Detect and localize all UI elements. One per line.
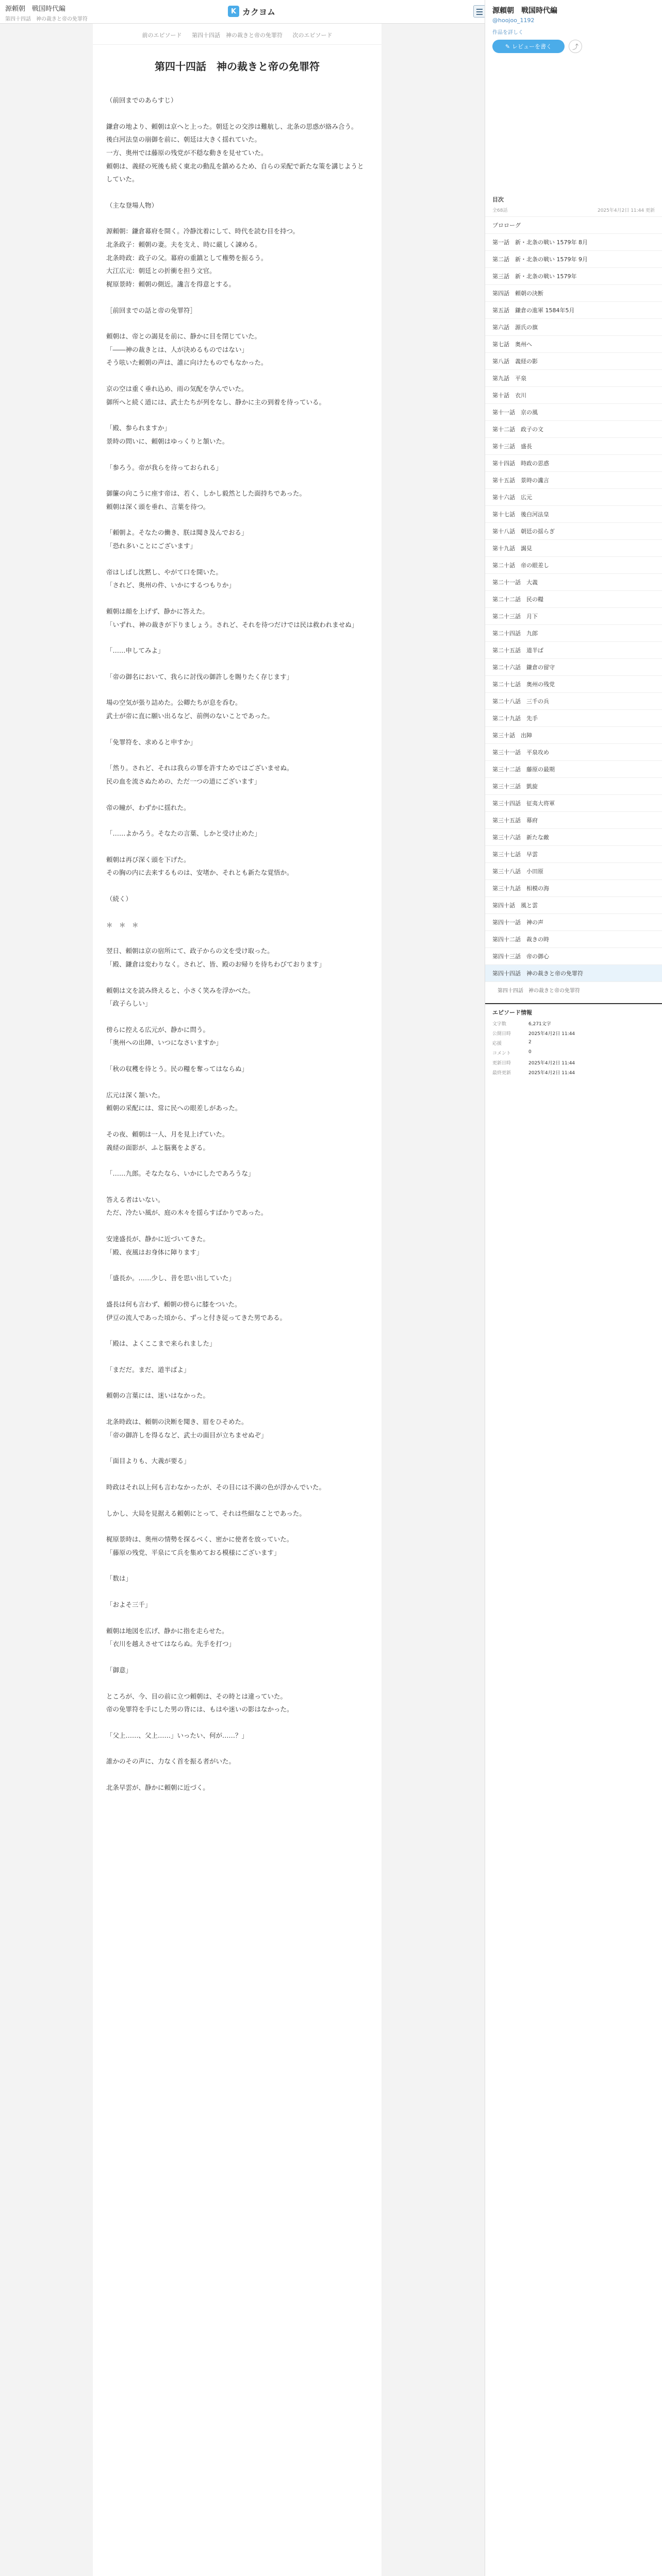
body-paragraph (106, 1350, 368, 1363)
body-paragraph (106, 1285, 368, 1298)
toc-item-label: 第三十七話 早雲 (492, 851, 538, 858)
toc-item-label: 第七話 奥州へ (492, 341, 532, 348)
toc-item-label: 第二十九話 先手 (492, 715, 538, 722)
body-paragraph (106, 592, 368, 605)
body-paragraph: 帝の瞳が、わずかに揺れた。 (106, 803, 190, 811)
body-paragraph (106, 749, 368, 761)
body-paragraph (106, 291, 368, 304)
body-paragraph (106, 1180, 368, 1193)
body-paragraph: 後白河法皇の崩御を前に、朝廷は大きく揺れていた。 (106, 135, 261, 144)
toc-item-label: 第十六話 広元 (492, 494, 532, 501)
toc-item-label: 第六話 源氏の旗 (492, 324, 538, 331)
body-paragraph: 頼朝は地図を広げ、静かに指を走らせた。 (106, 1626, 228, 1635)
toc-item[interactable] (485, 913, 662, 930)
episode-info-row (485, 1028, 662, 1038)
episode-body (93, 94, 382, 1794)
toc-count: 全68話 (492, 208, 508, 213)
sidebar-spacer (485, 58, 662, 192)
body-paragraph (106, 369, 368, 382)
toc-item-label: 第十三話 盛長 (492, 443, 532, 450)
body-paragraph: 翌日、頼朝は京の宿所にて、政子からの文を受け取った。 (106, 947, 274, 955)
body-paragraph: 「――神の裁きとは、人が決めるものではない」 (106, 345, 249, 353)
toc-item-label: 第十一話 京の風 (492, 409, 538, 416)
toc-item[interactable] (485, 437, 662, 454)
body-paragraph: 傍らに控える広元が、静かに問う。 (106, 1025, 210, 1033)
toc-item-label: 第八話 義経の影 (492, 358, 538, 365)
episode-info-value: 2025年4月2日 11:44 (528, 1031, 575, 1037)
body-paragraph (106, 1468, 368, 1481)
episode-info-key: 公開日時 (492, 1031, 511, 1037)
sidebar-work-header (485, 0, 662, 58)
toc-item-label: 第十話 衣川 (492, 392, 526, 399)
body-paragraph: 源頼朝：鎌倉幕府を開く。冷静沈着にして、時代を読む目を持つ。 (106, 227, 300, 235)
body-paragraph: ところが、今、目の前に立つ頼朝は、その時とは違っていた。 (106, 1692, 287, 1700)
body-paragraph: 「殿、夜風はお身体に障ります」 (106, 1248, 203, 1256)
body-paragraph: （主な登場人物） (106, 201, 158, 209)
toc-item[interactable] (485, 675, 662, 692)
body-paragraph: 盛長は何も言わず、頼朝の傍らに膝をついた。 (106, 1300, 241, 1308)
toc-item[interactable] (485, 794, 662, 811)
toc-item[interactable] (485, 879, 662, 896)
toc-item[interactable] (485, 896, 662, 913)
body-paragraph (106, 931, 368, 944)
episode-info-value: 0 (528, 1049, 532, 1055)
share-icon[interactable]: ⤴ (569, 40, 582, 53)
episode-info-row (485, 1067, 662, 1077)
body-paragraph (106, 1442, 368, 1454)
pen-icon: ✎ (505, 43, 510, 50)
body-paragraph (106, 1259, 368, 1272)
body-paragraph (106, 1219, 368, 1232)
toc-item[interactable] (485, 420, 662, 437)
body-paragraph (106, 1585, 368, 1598)
toc-item[interactable] (485, 454, 662, 471)
toc-item[interactable] (485, 828, 662, 845)
body-paragraph (106, 879, 368, 892)
body-paragraph: 「面目よりも、大義が要る」 (106, 1457, 190, 1465)
toc-item[interactable] (485, 522, 662, 539)
header-episode-subtitle: 第四十四話 神の裁きと帝の免罪符 (5, 16, 88, 22)
toc-item-label: 第三十九話 相模の海 (492, 885, 549, 892)
toc-meta (485, 207, 662, 216)
toc-item[interactable] (485, 403, 662, 420)
body-paragraph (106, 1049, 368, 1062)
body-paragraph: 「奥州への出陣、いつになさいますか」 (106, 1039, 223, 1047)
toc-item-label: 第十七話 後白河法皇 (492, 511, 549, 518)
body-paragraph: 「然り。されど、それは我らの罪を許すためではございませぬ。 (106, 764, 293, 772)
body-paragraph (106, 1520, 368, 1533)
body-paragraph (106, 1742, 368, 1755)
toc-item-label: 第三十二話 藤原の最期 (492, 766, 555, 773)
episode-info-key: 最終更新 (492, 1071, 511, 1076)
toc-item-label: 第二十六話 鎌倉の留守 (492, 664, 555, 671)
body-paragraph: 鎌倉の地より、頼朝は京へと上った。朝廷との交渉は難航し、北条の思惑が絡み合う。 (106, 122, 358, 130)
body-paragraph: ＊ ＊ ＊ (106, 921, 139, 929)
toc-item[interactable] (485, 658, 662, 675)
toc-item[interactable] (485, 862, 662, 879)
breadcrumb (93, 24, 382, 45)
episode-info-value: 2025年4月2日 11:44 (528, 1071, 575, 1076)
body-paragraph: 頼朝は再び深く頭を下げた。 (106, 855, 190, 863)
sidebar-author[interactable]: @hoojoo_1192 (492, 17, 535, 24)
toc-item[interactable] (485, 930, 662, 947)
body-paragraph (106, 1076, 368, 1089)
body-paragraph: 「数は」 (106, 1574, 133, 1583)
toc-item-label: 第九話 平泉 (492, 375, 526, 382)
toc-item-label: 第四十話 風と雲 (492, 902, 538, 909)
body-paragraph (106, 1612, 368, 1624)
toc-item[interactable] (485, 743, 662, 760)
body-paragraph: 「およそ三千」 (106, 1601, 152, 1608)
episode-info-row (485, 1019, 662, 1028)
body-paragraph: 帝はしばし沈黙し、やがて口を開いた。 (106, 568, 223, 576)
episode-info-value: 6,271文字 (528, 1022, 551, 1027)
toc-item[interactable] (485, 386, 662, 403)
toc-item-label: 第四十一話 神の声 (492, 919, 543, 926)
body-paragraph (106, 186, 368, 199)
header-work-info[interactable] (5, 3, 191, 22)
logo-text: カクヨム (242, 7, 276, 17)
toc-item-label: 第二十三話 月下 (492, 613, 538, 620)
body-paragraph: 「いずれ、神の裁きが下りましょう。されど、それを待つだけでは民は救われませぬ」 (106, 620, 358, 629)
toc-item-label: 第十四話 時政の思惑 (492, 460, 549, 467)
toc-item-label: 第二十話 帝の眼差し (492, 562, 549, 569)
body-paragraph (106, 1154, 368, 1167)
body-paragraph: （前回までのあらすじ） (106, 96, 177, 104)
toc-item[interactable] (485, 726, 662, 743)
body-paragraph (106, 1677, 368, 1690)
body-paragraph: その胸の内に去来するものは、安堵か、それとも新たな覚悟か。 (106, 869, 293, 877)
body-paragraph: 安達盛長が、静かに近づいてきた。 (106, 1235, 210, 1243)
toc-item-label: プロローグ (492, 222, 521, 229)
toc-item[interactable] (485, 216, 662, 233)
body-paragraph: 「参ろう。帝が我らを待っておられる」 (106, 463, 223, 471)
toc-item-label: 第二十四話 九郎 (492, 630, 538, 637)
toc-item-label: 第二十一話 大義 (492, 579, 538, 586)
body-paragraph (106, 1402, 368, 1415)
body-paragraph (106, 448, 368, 461)
toc-item[interactable] (485, 267, 662, 284)
toc-item[interactable] (485, 488, 662, 505)
body-paragraph: ［前回までの話と帝の免罪符］ (106, 306, 197, 314)
body-paragraph (106, 723, 368, 736)
body-paragraph (106, 212, 368, 225)
body-paragraph: 頼朝は、帝との謁見を前に、静かに目を閉じていた。 (106, 332, 261, 341)
body-paragraph: 頼朝の言葉には、迷いはなかった。 (106, 1392, 210, 1400)
toc-item-label: 第二十五話 道半ば (492, 647, 543, 654)
body-paragraph (106, 409, 368, 421)
body-paragraph: 「……申してみよ」 (106, 647, 164, 655)
body-paragraph: 御簾の向こうに座す帝は、若く、しかし毅然とした面持ちであった。 (106, 489, 306, 498)
next-episode-link[interactable]: 次のエピソード (292, 32, 333, 39)
body-paragraph: 答える者はいない。 (106, 1195, 164, 1204)
body-paragraph: 時政はそれ以上何も言わなかったが、その目には不満の色が浮かんでいた。 (106, 1483, 326, 1491)
toc-item[interactable] (485, 607, 662, 624)
toc-item[interactable] (485, 777, 662, 794)
toc-item-label: 第十二話 政子の文 (492, 426, 543, 433)
header-work-title[interactable]: 源頼朝 戦国時代編 (5, 5, 66, 13)
toc-item[interactable] (485, 981, 662, 998)
body-paragraph: 民の血を流さぬための、ただ一つの道にございます」 (106, 777, 261, 785)
body-paragraph: 一方、奥州では藤原の残党が不穏な動きを見せていた。 (106, 148, 268, 157)
body-paragraph: 「帝の御許しを得るなど、武士の面目が立ちませぬぞ」 (106, 1431, 268, 1439)
toc-list (485, 216, 662, 998)
body-paragraph (106, 513, 368, 526)
toc-item[interactable] (485, 471, 662, 488)
toc-item[interactable] (485, 641, 662, 658)
toc-item[interactable] (485, 947, 662, 964)
toc-item-label: 第三十六話 新たな敵 (492, 834, 549, 841)
toc-item-label: 第三十三話 凱旋 (492, 783, 538, 790)
body-paragraph (106, 1559, 368, 1572)
body-paragraph (106, 474, 368, 487)
body-paragraph (106, 971, 368, 984)
episode-info-value: 2025年4月2日 11:44 (528, 1061, 575, 1066)
sidebar-work-title[interactable]: 源頼朝 戦国時代編 (492, 7, 557, 15)
body-paragraph: そう呟いた頼朝の声は、誰に向けたものでもなかった。 (106, 359, 268, 367)
episode-info-rows (485, 1019, 662, 1077)
body-paragraph: 帝の免罪符を手にした男の背には、もはや迷いの影はなかった。 (106, 1705, 293, 1714)
body-paragraph: 「恐れ多いことにございます」 (106, 542, 197, 550)
toc-item-label: 第四十二話 裁きの時 (492, 936, 549, 943)
body-paragraph (106, 1768, 368, 1781)
sidebar-buttons (492, 40, 655, 53)
body-paragraph (106, 553, 368, 566)
body-paragraph: 「まだだ。まだ、道半ばよ」 (106, 1365, 190, 1374)
body-paragraph: （続く） (106, 895, 133, 903)
body-paragraph (106, 1716, 368, 1729)
toc-item[interactable] (485, 301, 662, 318)
body-paragraph (106, 814, 368, 827)
body-paragraph: 武士が帝に直に願い出るなど、前例のないことであった。 (106, 712, 274, 720)
episode-main (93, 24, 382, 2576)
toc-item-label: 第四話 頼朝の決断 (492, 290, 543, 297)
episode-info-row (485, 1058, 662, 1067)
body-paragraph: 「父上……、父上……」いったい、何が……？」 (106, 1731, 249, 1739)
toc-item[interactable] (485, 284, 662, 301)
breadcrumb-current: 第四十四話 神の裁きと帝の免罪符 (192, 32, 283, 39)
body-paragraph (106, 317, 368, 330)
toc-item-label: 第一話 新・北条の戦い 1579年 8月 (492, 239, 588, 246)
episode-info (485, 1003, 662, 1077)
body-paragraph: 誰かのその声に、力なく首を振る者がいた。 (106, 1757, 236, 1766)
toc-item[interactable] (485, 590, 662, 607)
toc-item[interactable] (485, 811, 662, 828)
body-paragraph: 御所へと続く道には、武士たちが列をなし、静かに主の到着を待っている。 (106, 398, 326, 406)
toc-item-label: 第十八話 朝廷の揺らぎ (492, 528, 555, 535)
episode-info-key: 更新日時 (492, 1061, 511, 1066)
body-paragraph: 「殿、鎌倉は変わりなく。されど、皆、殿のお帰りを待ちわびております」 (106, 960, 325, 968)
toc-item[interactable] (485, 335, 662, 352)
body-paragraph (106, 657, 368, 670)
toc-item[interactable] (485, 709, 662, 726)
prev-episode-link[interactable]: 前のエピソード (142, 32, 182, 39)
toc-item-label: 第三話 新・北条の戦い 1579年 (492, 273, 577, 280)
toc-item-label: 第四十三話 帝の御心 (492, 953, 549, 960)
body-paragraph: 「御意」 (106, 1666, 133, 1674)
body-paragraph: 場の空気が張り詰めた。公卿たちが息を呑む。 (106, 699, 242, 707)
toc-item[interactable] (485, 505, 662, 522)
toc-item[interactable] (485, 556, 662, 573)
toc-item[interactable] (485, 624, 662, 641)
toc-item-label: 第二話 新・北条の戦い 1579年 9月 (492, 256, 588, 263)
body-paragraph: 「政子らしい」 (106, 999, 152, 1008)
body-paragraph: 「殿は、よくここまで来られました」 (106, 1340, 216, 1348)
episode-info-row (485, 1038, 662, 1048)
toc-item[interactable] (485, 692, 662, 709)
body-paragraph: 「されど、奥州の件、いかにするつもりか」 (106, 581, 235, 589)
body-paragraph (106, 1651, 368, 1664)
toc-item[interactable] (485, 233, 662, 250)
toc-item[interactable] (485, 845, 662, 862)
toc-item-label: 第三十話 出陣 (492, 732, 532, 739)
episode-info-row (485, 1048, 662, 1058)
toc-item-label: 第五話 鎌倉の進軍 1584年5月 (492, 307, 575, 314)
body-paragraph (106, 788, 368, 801)
toc-item[interactable] (485, 573, 662, 590)
sidebar (485, 0, 662, 2576)
body-paragraph: 「秋の収穫を待とう。民の糧を奪ってはならぬ」 (106, 1065, 249, 1073)
body-paragraph: 頼朝は深く頭を垂れ、言葉を待つ。 (106, 502, 210, 511)
body-paragraph: 広元は深く頷いた。 (106, 1091, 164, 1099)
body-paragraph: 梶原景時は、奥州の情勢を探るべく、密かに使者を放っていた。 (106, 1535, 293, 1544)
site-logo[interactable] (228, 5, 275, 18)
episode-info-heading: エピソード情報 (492, 1009, 532, 1016)
toc-item-label: 第十五話 景時の讒言 (492, 477, 549, 484)
body-paragraph (106, 631, 368, 644)
toc-item-label: 第十九話 謁見 (492, 545, 532, 552)
body-paragraph: 頼朝の采配には、常に民への眼差しがあった。 (106, 1104, 242, 1112)
body-paragraph (106, 1376, 368, 1389)
toc-item-label: 第三十一話 平泉攻め (492, 749, 549, 756)
toc-item-label: 第四十四話 神の裁きと帝の免罪符 (498, 988, 580, 994)
body-paragraph: 「藤原の残党、平泉にて兵を集めておる模様にございます」 (106, 1548, 280, 1556)
toc-item-label: 第二十八話 三千の兵 (492, 698, 549, 705)
body-paragraph: 北条早雲が、静かに頼朝に近づく。 (106, 1784, 209, 1791)
body-paragraph: 「頼朝よ。そなたの働き、朕は聞き及んでおる」 (106, 529, 248, 537)
toc-item-label: 第三十四話 征夷大将軍 (492, 800, 555, 807)
toc-item[interactable] (485, 964, 662, 981)
body-paragraph: 「……九郎。そなたなら、いかにしたであろうな」 (106, 1170, 255, 1178)
episode-info-value: 2 (528, 1040, 532, 1045)
body-paragraph (106, 840, 368, 853)
toc-item[interactable] (485, 539, 662, 556)
body-paragraph: 頼朝は、義経の死後も続く東北の動乱を鎮めるため、自らの采配で新たな策を講じようとしていた。 (106, 162, 364, 183)
work-detail-link[interactable]: 作品を詳しく (492, 30, 523, 36)
body-paragraph: 京の空は重く垂れ込め、雨の気配を孕んでいた。 (106, 385, 248, 393)
body-paragraph: その夜、頼朝は一人、月を見上げていた。 (106, 1130, 229, 1138)
toc-item[interactable] (485, 250, 662, 267)
body-paragraph (106, 1494, 368, 1507)
toc-updated: 2025年4月2日 11:44 更新 (597, 208, 655, 213)
toc-item-label: 第三十五話 幕府 (492, 817, 538, 824)
body-paragraph (106, 1324, 368, 1337)
episode-info-key: 文字数 (492, 1022, 507, 1027)
body-paragraph: 北条時政：政子の父。幕府の重鎮として権勢を振るう。 (106, 253, 268, 262)
toc-item-label: 第二十二話 民の糧 (492, 596, 543, 603)
body-paragraph (106, 683, 368, 696)
body-paragraph: 「……よかろう。そなたの言葉、しかと受け止めた」 (106, 829, 261, 838)
body-paragraph: 頼朝は文を読み終えると、小さく笑みを浮かべた。 (106, 986, 255, 994)
toc-heading: 目次 (492, 196, 504, 203)
body-paragraph (106, 107, 368, 120)
toc-item[interactable] (485, 369, 662, 386)
toc-item-label: 第四十四話 神の裁きと帝の免罪符 (492, 970, 583, 977)
body-paragraph: 頼朝は顔を上げず、静かに答えた。 (106, 607, 209, 615)
write-review-button[interactable] (492, 40, 565, 53)
body-paragraph (106, 906, 368, 919)
toc-item-label: 第二十七話 奥州の残党 (492, 681, 555, 688)
body-paragraph: しかし、大局を見据える頼朝にとって、それは些細なことであった。 (106, 1509, 306, 1517)
body-paragraph: 伊豆の流人であった頃から、ずっと付き従ってきた男である。 (106, 1313, 287, 1321)
logo-icon: K (228, 6, 239, 17)
episode-info-key: コメント (492, 1051, 511, 1056)
episode-title: 第四十四話 神の裁きと帝の免罪符 (155, 60, 320, 73)
body-paragraph: 「衣川を越えさせてはならぬ。先手を打つ」 (106, 1640, 236, 1648)
body-paragraph (106, 1115, 368, 1128)
body-paragraph: 大江広元：朝廷との折衝を担う文官。 (106, 267, 216, 275)
body-paragraph: 「盛長か。……少し、昔を思い出していた」 (106, 1274, 236, 1282)
write-review-label: レビューを書く (512, 43, 552, 50)
body-paragraph: 「帝の御名において、我らに討伐の御許しを賜りたく存じます」 (106, 672, 293, 681)
toc-item[interactable] (485, 352, 662, 369)
toc-item-label: 第三十八話 小田原 (492, 868, 543, 875)
body-paragraph: 北条時政は、頼朝の決断を聞き、眉をひそめた。 (106, 1418, 248, 1426)
episode-info-key: 応援 (492, 1041, 502, 1046)
body-paragraph (106, 1010, 368, 1023)
body-paragraph: 「免罪符を、求めると申すか」 (106, 738, 197, 746)
body-paragraph: 北条政子：頼朝の妻。夫を支え、時に厳しく諫める。 (106, 241, 261, 248)
toc-item[interactable] (485, 760, 662, 777)
body-paragraph: ただ、冷たい風が、庭の木々を揺らすばかりであった。 (106, 1209, 268, 1217)
body-paragraph: 義経の面影が、ふと脳裏をよぎる。 (106, 1143, 210, 1151)
body-paragraph: 景時の問いに、頼朝はゆっくりと頷いた。 (106, 437, 229, 445)
toc-item[interactable] (485, 318, 662, 335)
body-paragraph: 梶原景時：頼朝の側近。讒言を得意とする。 (106, 280, 236, 288)
body-paragraph: 「殿、参られますか」 (106, 424, 171, 432)
toc-menu-icon[interactable] (473, 5, 486, 18)
